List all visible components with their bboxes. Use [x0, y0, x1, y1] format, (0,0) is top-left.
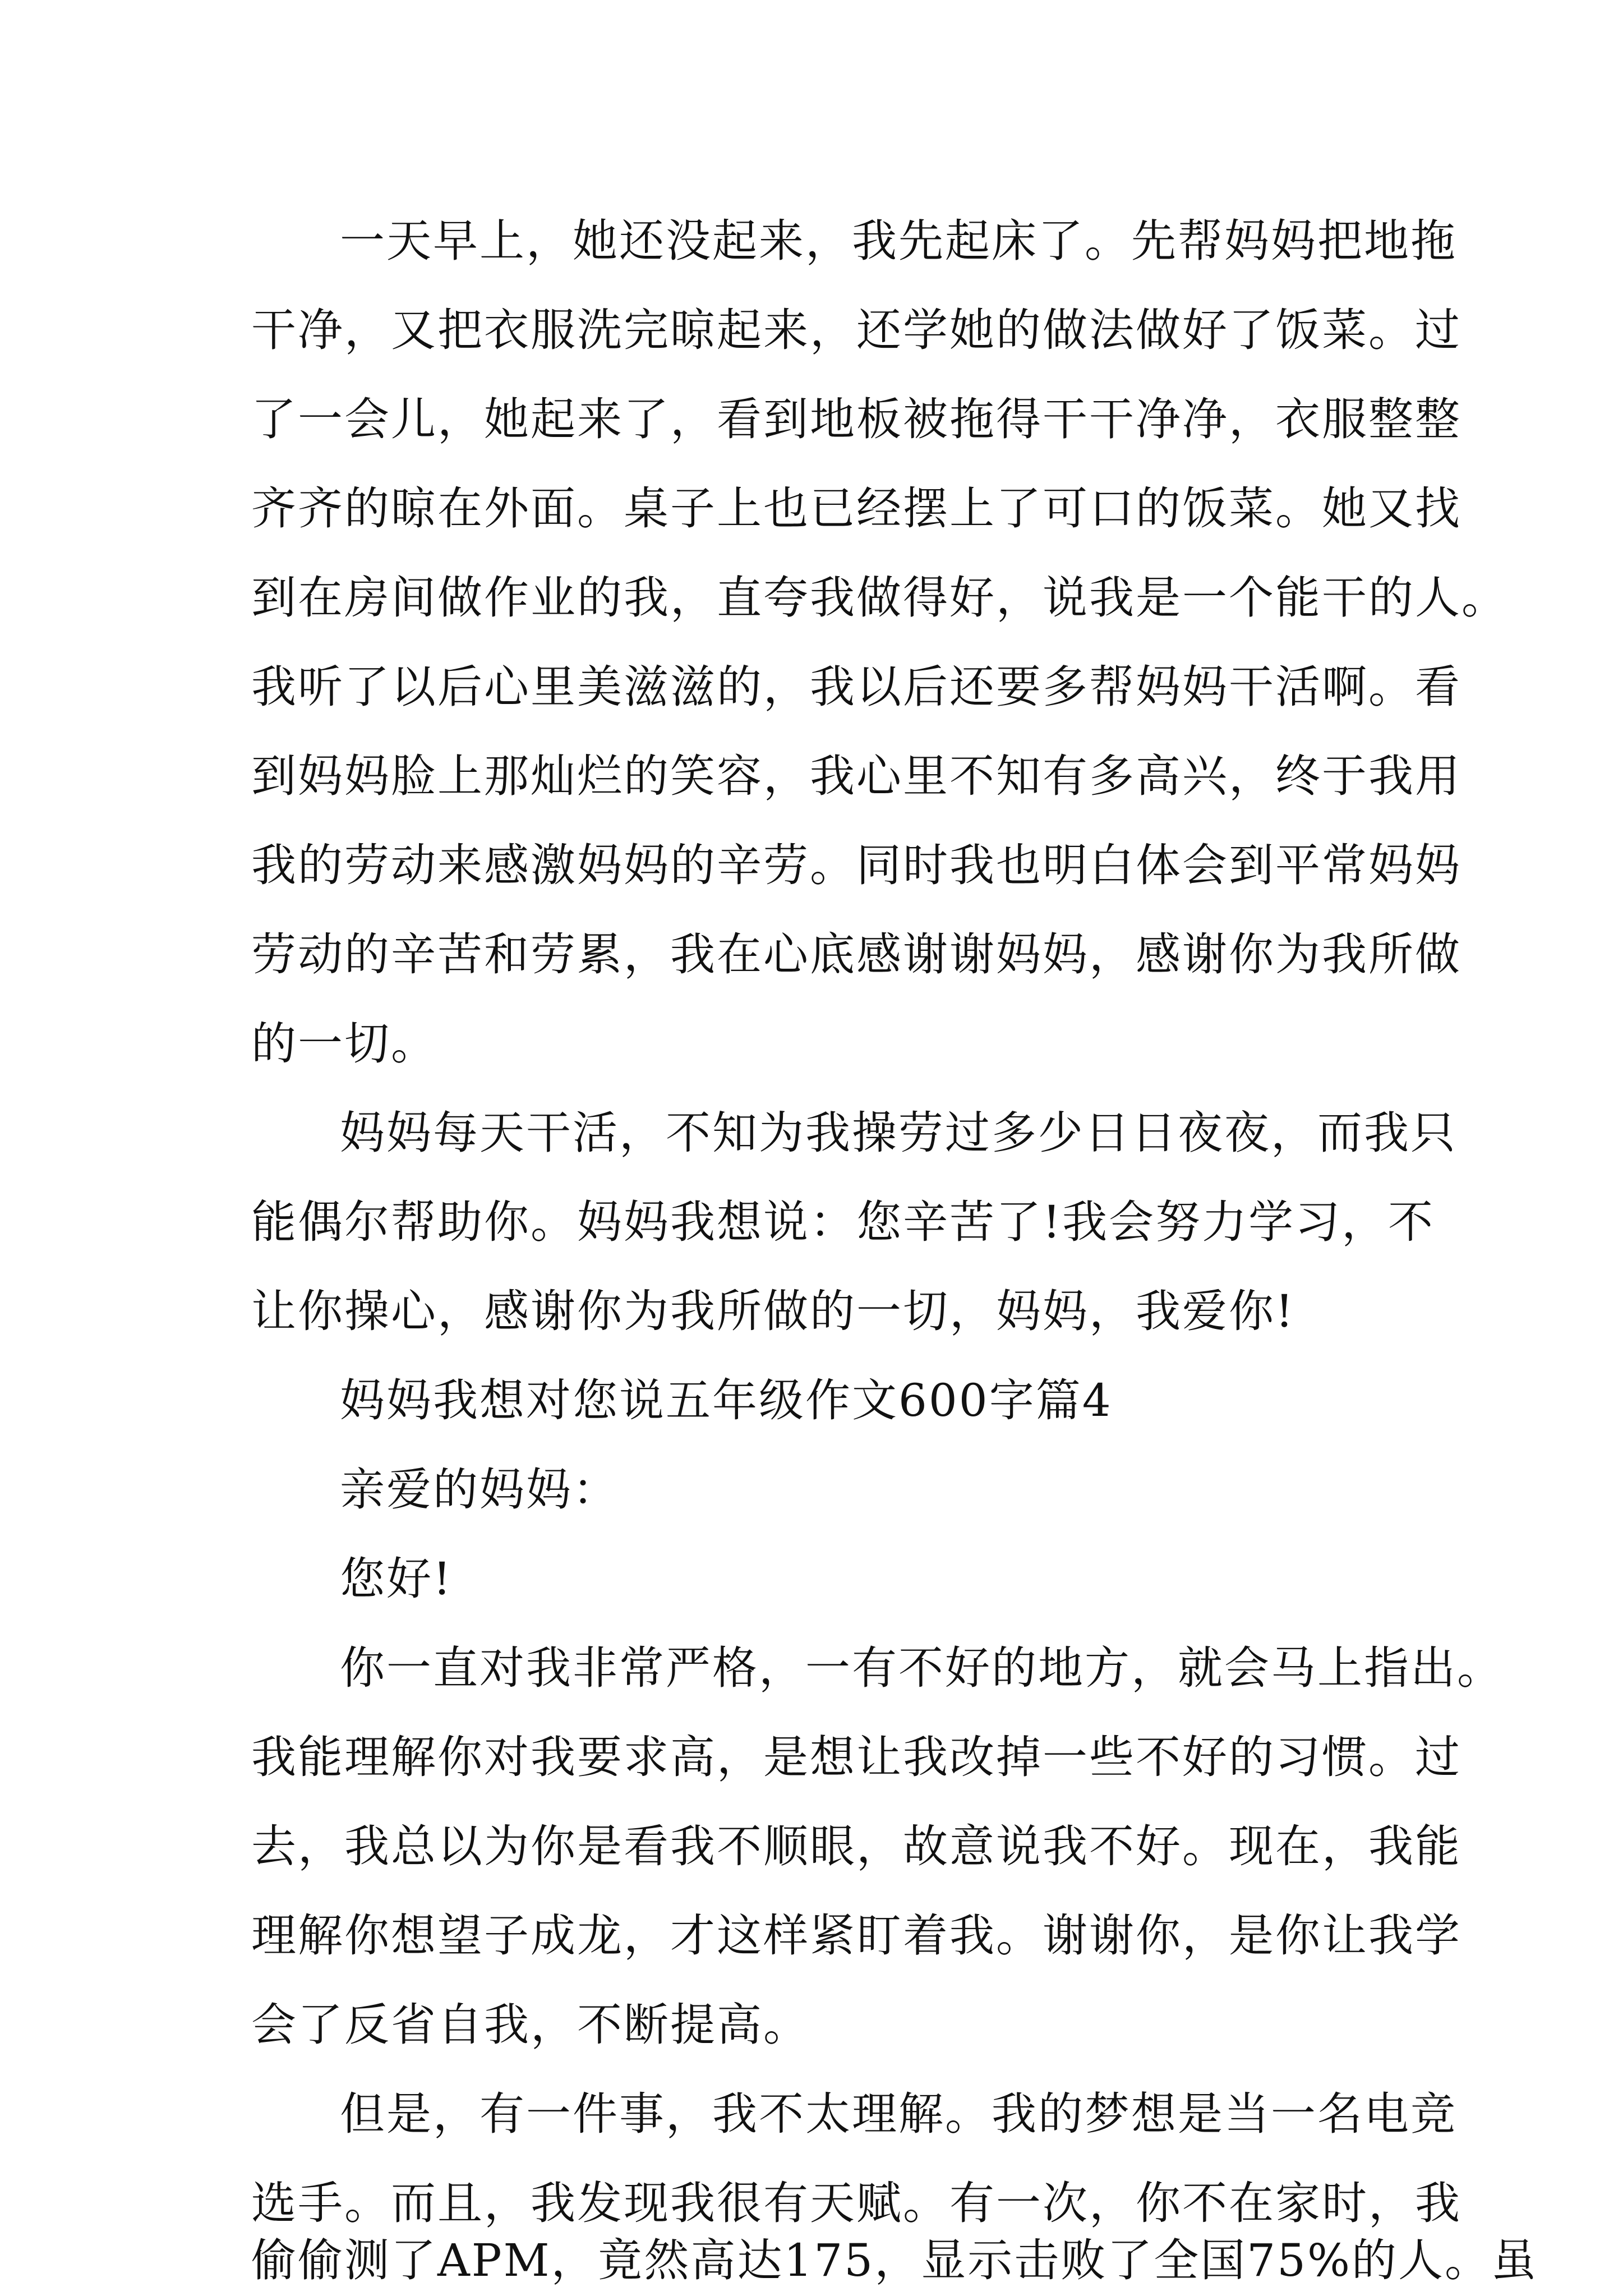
text-line: 劳动的辛苦和劳累，我在心底感谢谢妈妈，感谢你为我所做 — [251, 928, 1461, 981]
text-line: 的一切。 — [251, 1018, 437, 1070]
text-line: 齐齐的晾在外面。桌子上也已经摆上了可口的饭菜。她又找 — [251, 482, 1461, 535]
text-line: 我的劳动来感激妈妈的辛劳。同时我也明白体会到平常妈妈 — [251, 839, 1461, 891]
text-line: 妈妈每天干活，不知为我操劳过多少日日夜夜，而我只 — [340, 1107, 1457, 1159]
text-line: 到妈妈脸上那灿烂的笑容，我心里不知有多高兴，终于我用 — [251, 750, 1461, 802]
section-heading: 妈妈我想对您说五年级作文600字篇4 — [340, 1374, 1113, 1427]
text-line: 能偶尔帮助你。妈妈我想说：您辛苦了!我会努力学习，不 — [251, 1196, 1435, 1248]
text-line: 我听了以后心里美滋滋的，我以后还要多帮妈妈干活啊。看 — [251, 661, 1461, 713]
text-line: 偷偷测了APM，竟然高达175，显示击败了全国75%的人。虽 — [251, 2234, 1538, 2286]
text-line: 一天早上，她还没起来，我先起床了。先帮妈妈把地拖 — [340, 215, 1457, 267]
text-line: 但是，有一件事，我不太理解。我的梦想是当一名电竞 — [340, 2088, 1457, 2140]
text-line: 让你操心，感谢你为我所做的一切，妈妈，我爱你! — [251, 1285, 1295, 1337]
text-line: 去，我总以为你是看我不顺眼，故意说我不好。现在，我能 — [251, 1820, 1461, 1872]
text-line: 干净，又把衣服洗完晾起来，还学她的做法做好了饭菜。过 — [251, 304, 1461, 356]
text-line: 你一直对我非常严格，一有不好的地方，就会马上指出。 — [340, 1642, 1504, 1694]
greeting: 您好! — [340, 1553, 453, 1605]
salutation: 亲爱的妈妈： — [340, 1464, 619, 1516]
text-line: 了一会儿，她起来了，看到地板被拖得干干净净，衣服整整 — [251, 393, 1461, 445]
text-line: 我能理解你对我要求高，是想让我改掉一些不好的习惯。过 — [251, 1731, 1461, 1783]
text-line: 到在房间做作业的我，直夸我做得好，说我是一个能干的人。 — [251, 572, 1508, 624]
text-line: 会了反省自我，不断提高。 — [251, 1999, 810, 2051]
text-line: 理解你想望子成龙，才这样紧盯着我。谢谢你，是你让我学 — [251, 1910, 1461, 1962]
text-line: 选手。而且，我发现我很有天赋。有一次，你不在家时，我 — [251, 2177, 1461, 2229]
